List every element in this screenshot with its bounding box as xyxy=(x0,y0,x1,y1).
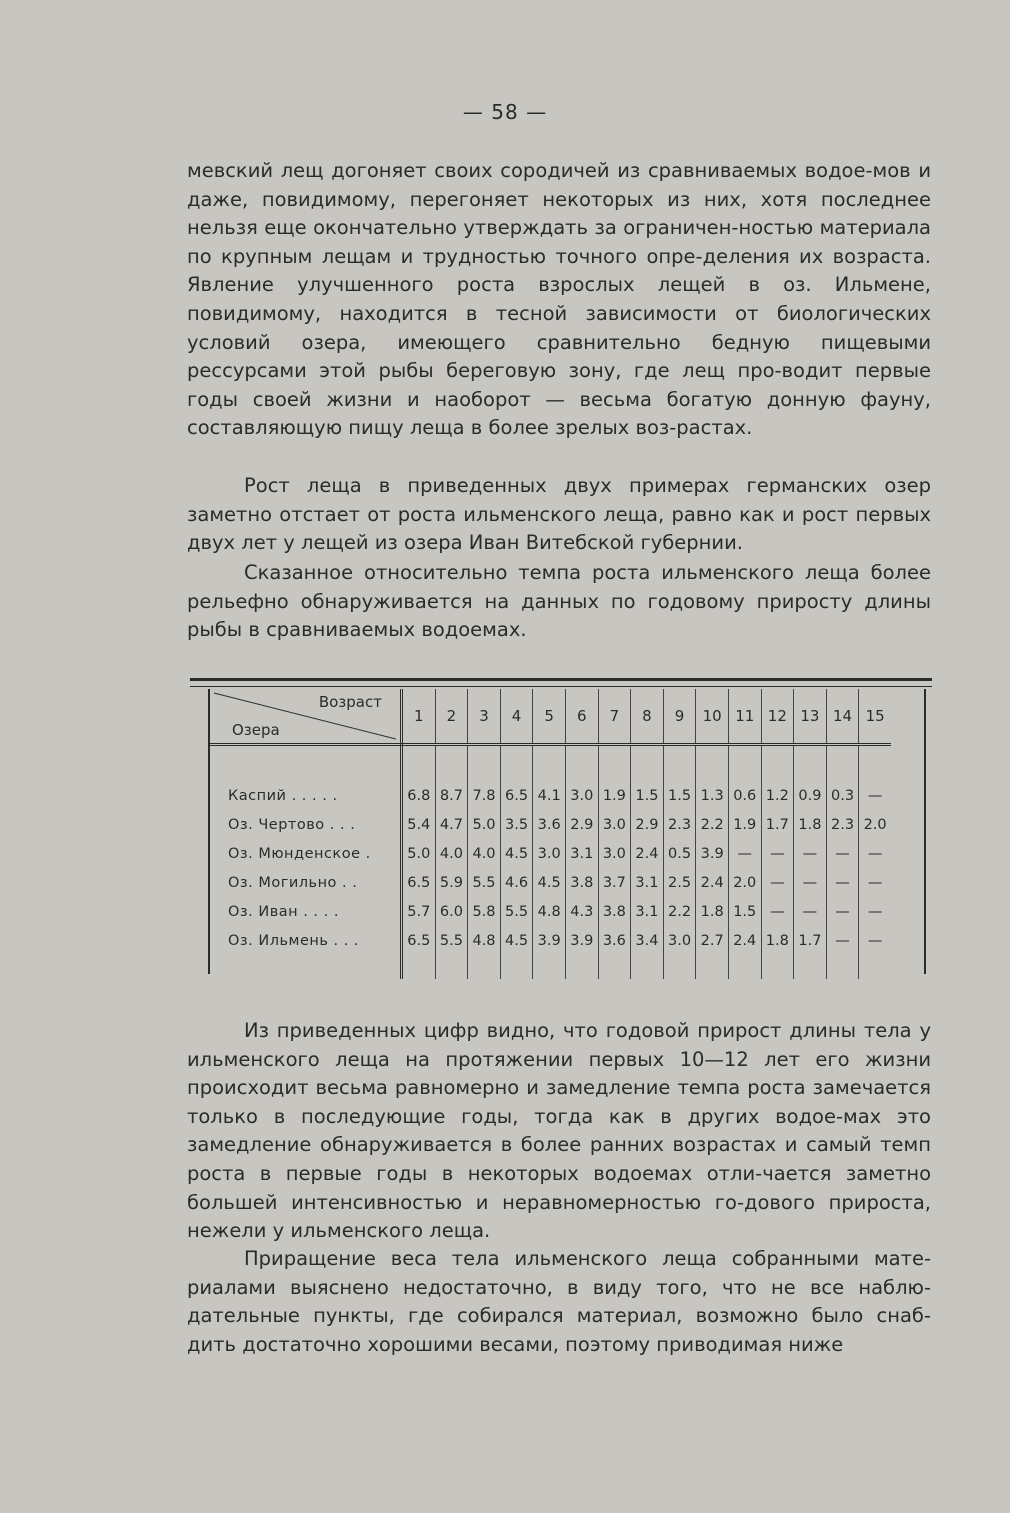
table-cell: 7.8 xyxy=(468,781,501,810)
row-label: Каспий . . . . . xyxy=(210,781,402,810)
table-cell: 5.9 xyxy=(435,868,468,897)
table-cell: 2.5 xyxy=(663,868,696,897)
table-cell: 1.2 xyxy=(761,781,794,810)
table-cell: 2.9 xyxy=(631,810,664,839)
table-spacer-row xyxy=(210,745,891,782)
table-cell: — xyxy=(826,839,859,868)
spacer-cell xyxy=(533,955,566,979)
table-cell: 1.8 xyxy=(761,926,794,955)
table-cell: 4.0 xyxy=(468,839,501,868)
table-cell: 0.9 xyxy=(794,781,827,810)
spacer-cell xyxy=(631,955,664,979)
table-cell: 4.5 xyxy=(500,839,533,868)
table-cell: 0.6 xyxy=(728,781,761,810)
table-cell: 3.0 xyxy=(533,839,566,868)
table-row xyxy=(210,897,891,926)
table-cell: — xyxy=(761,839,794,868)
paragraph-5: Приращение веса тела ильменского леща собранными мате-риалами выяснено недостаточно, в виду того, что не все наблю-дательные пункты, где собирался материал, возможно было снаб-дить достаточно хорошими весами, поэтому приводимая ниже xyxy=(187,1247,931,1356)
spacer-cell xyxy=(761,745,794,782)
table-cell: — xyxy=(794,868,827,897)
table-cell: 2.3 xyxy=(826,810,859,839)
spacer-cell xyxy=(468,745,501,782)
column-header: 4 xyxy=(500,689,533,745)
spacer-cell xyxy=(696,955,729,979)
spacer-cell xyxy=(826,745,859,782)
table-cell: — xyxy=(794,897,827,926)
table-cell: 1.9 xyxy=(598,781,631,810)
table-cell: 5.5 xyxy=(435,926,468,955)
row-label: Оз. Могильно . . xyxy=(210,868,402,897)
spacer-cell xyxy=(598,955,631,979)
column-header: 1 xyxy=(402,689,436,745)
table-cell: 1.5 xyxy=(631,781,664,810)
table-cell: 1.3 xyxy=(696,781,729,810)
spacer-cell xyxy=(435,745,468,782)
spacer-cell xyxy=(631,745,664,782)
table-cell: 3.5 xyxy=(500,810,533,839)
column-header: 3 xyxy=(468,689,501,745)
table-cell: 3.9 xyxy=(565,926,598,955)
table-cell: 4.5 xyxy=(500,926,533,955)
growth-table xyxy=(190,678,932,974)
spacer-cell xyxy=(663,745,696,782)
column-header: 9 xyxy=(663,689,696,745)
table-cell: 3.7 xyxy=(598,868,631,897)
table-tail-row xyxy=(210,955,891,979)
table-cell: 5.5 xyxy=(468,868,501,897)
spacer-cell xyxy=(728,745,761,782)
table-cell: 4.8 xyxy=(468,926,501,955)
table-cell: 1.8 xyxy=(696,897,729,926)
corner-lake-label: Озера xyxy=(232,721,280,739)
table-cell: 3.6 xyxy=(598,926,631,955)
table-cell: — xyxy=(794,839,827,868)
table-right-rule xyxy=(924,689,926,974)
table-cell: 2.0 xyxy=(859,810,891,839)
table-cell: 3.0 xyxy=(598,810,631,839)
row-label: Оз. Ильмень . . . xyxy=(210,926,402,955)
column-header: 10 xyxy=(696,689,729,745)
column-header: 8 xyxy=(631,689,664,745)
table-cell: 3.0 xyxy=(663,926,696,955)
spacer-cell xyxy=(210,745,402,782)
table-cell: 2.7 xyxy=(696,926,729,955)
table-cell: 4.5 xyxy=(533,868,566,897)
table-cell: 6.5 xyxy=(402,926,436,955)
table-cell: — xyxy=(826,897,859,926)
table-cell: 2.2 xyxy=(663,897,696,926)
table-cell: 5.5 xyxy=(500,897,533,926)
spacer-cell xyxy=(402,745,436,782)
table-row xyxy=(210,839,891,868)
table-cell: 5.0 xyxy=(402,839,436,868)
spacer-cell xyxy=(859,745,891,782)
column-header: 12 xyxy=(761,689,794,745)
corner-age-label: Возраст xyxy=(318,693,382,711)
table-cell: — xyxy=(859,926,891,955)
spacer-cell xyxy=(500,745,533,782)
table-cell: 4.0 xyxy=(435,839,468,868)
paragraph-2: Рост леща в приведенных двух примерах германских озер заметно отстает от роста ильменского леща, равно как и рост первых двух лет у лещей из озера Иван Витебской губернии. xyxy=(187,474,931,555)
table-cell: 3.4 xyxy=(631,926,664,955)
spacer-cell xyxy=(565,745,598,782)
table-cell: — xyxy=(761,868,794,897)
table-cell: 2.2 xyxy=(696,810,729,839)
table-cell: 1.5 xyxy=(728,897,761,926)
table-cell: 1.8 xyxy=(794,810,827,839)
table-cell: 5.8 xyxy=(468,897,501,926)
page-number: — 58 — xyxy=(462,100,548,124)
table-cell: — xyxy=(761,897,794,926)
table-cell: 4.6 xyxy=(500,868,533,897)
table-cell: — xyxy=(826,926,859,955)
table-cell: — xyxy=(728,839,761,868)
spacer-cell xyxy=(696,745,729,782)
row-label: Оз. Иван . . . . xyxy=(210,897,402,926)
column-header: 15 xyxy=(859,689,891,745)
spacer-cell xyxy=(500,955,533,979)
table-cell: 0.3 xyxy=(826,781,859,810)
spacer-cell xyxy=(761,955,794,979)
column-header: 11 xyxy=(728,689,761,745)
table-cell: 3.0 xyxy=(598,839,631,868)
paragraph-4: Из приведенных цифр видно, что годовой прирост длины тела у ильменского леща на протяжении первых 10—12 лет его жизни происходит весьма равномерно и замедление темпа роста замечается только в последующие годы, тогда как в других водое-мах это замедление обнаруживается в более ранних возрастах и самый темп роста в первые годы в некоторых водоемах отли-чается заметно большей интенсивностью и неравномерностью го-дового прироста, нежели у ильменского леща. xyxy=(187,1019,931,1243)
table-row xyxy=(210,868,891,897)
spacer-cell xyxy=(663,955,696,979)
column-header: 2 xyxy=(435,689,468,745)
spacer-cell xyxy=(794,745,827,782)
table-header-row xyxy=(210,689,891,745)
table-cell: — xyxy=(859,839,891,868)
spacer-cell xyxy=(598,745,631,782)
table-cell: — xyxy=(859,781,891,810)
table-row xyxy=(210,810,891,839)
table-cell: 3.0 xyxy=(565,781,598,810)
table-cell: 3.9 xyxy=(533,926,566,955)
table-cell: 1.9 xyxy=(728,810,761,839)
table-cell: 1.7 xyxy=(794,926,827,955)
spacer-cell xyxy=(402,955,436,979)
spacer-cell xyxy=(468,955,501,979)
table-cell: 3.1 xyxy=(631,868,664,897)
row-label: Оз. Мюнденское . xyxy=(210,839,402,868)
table-cell: 4.3 xyxy=(565,897,598,926)
table-cell: 3.8 xyxy=(565,868,598,897)
table-cell: — xyxy=(826,868,859,897)
paragraph-1: мевский лещ догоняет своих сородичей из сравниваемых водое-мов и даже, повидимому, перегоняет некоторых из них, хотя последнее нельзя еще окончательно утверждать за ограничен-ностью материала по крупным лещам и трудностью точного опре-деления их возраста. Явление улучшенного роста взрослых лещей в оз. Ильмене, повидимому, находится в тесной зависимости от биологических условий озера, имеющего сравнительно бедную пищевыми рессурсами этой рыбы береговую зону, где лещ про-водит первые годы своей жизни и наоборот — весьма богатую донную фауну, составляющую пищу леща в более зрелых воз-растах. xyxy=(187,159,931,440)
table-cell: 2.4 xyxy=(728,926,761,955)
table-corner-cell xyxy=(210,689,402,745)
table-row xyxy=(210,926,891,955)
table-cell: 3.9 xyxy=(696,839,729,868)
table-cell: 6.8 xyxy=(402,781,436,810)
spacer-cell xyxy=(826,955,859,979)
paragraph-3: Сказанное относительно темпа роста ильменского леща более рельефно обнаруживается на данных по годовому приросту длины рыбы в сравниваемых водоемах. xyxy=(187,561,931,642)
table-cell: 0.5 xyxy=(663,839,696,868)
spacer-cell xyxy=(728,955,761,979)
column-header: 7 xyxy=(598,689,631,745)
table-cell: 1.5 xyxy=(663,781,696,810)
table-cell: 5.0 xyxy=(468,810,501,839)
table-cell: 6.0 xyxy=(435,897,468,926)
table-row xyxy=(210,781,891,810)
table-cell: 5.7 xyxy=(402,897,436,926)
row-label: Оз. Чертово . . . xyxy=(210,810,402,839)
table-cell: 8.7 xyxy=(435,781,468,810)
table-cell: 3.1 xyxy=(565,839,598,868)
table-cell: 3.1 xyxy=(631,897,664,926)
table-cell: 6.5 xyxy=(402,868,436,897)
spacer-cell xyxy=(435,955,468,979)
table-cell: 2.9 xyxy=(565,810,598,839)
table-cell: — xyxy=(859,897,891,926)
table-cell: 5.4 xyxy=(402,810,436,839)
growth-table-grid xyxy=(210,689,891,979)
table-cell: 4.7 xyxy=(435,810,468,839)
column-header: 14 xyxy=(826,689,859,745)
table-cell: 2.4 xyxy=(631,839,664,868)
spacer-cell xyxy=(794,955,827,979)
table-cell: 2.3 xyxy=(663,810,696,839)
spacer-cell xyxy=(533,745,566,782)
table-cell: 6.5 xyxy=(500,781,533,810)
table-cell: 2.4 xyxy=(696,868,729,897)
table-cell: 1.7 xyxy=(761,810,794,839)
spacer-cell xyxy=(565,955,598,979)
table-cell: — xyxy=(859,868,891,897)
table-cell: 2.0 xyxy=(728,868,761,897)
table-body xyxy=(210,745,891,980)
spacer-cell xyxy=(859,955,891,979)
column-header: 6 xyxy=(565,689,598,745)
table-cell: 3.6 xyxy=(533,810,566,839)
table-cell: 3.8 xyxy=(598,897,631,926)
column-header: 5 xyxy=(533,689,566,745)
table-cell: 4.1 xyxy=(533,781,566,810)
spacer-cell xyxy=(210,955,402,979)
column-header: 13 xyxy=(794,689,827,745)
table-cell: 4.8 xyxy=(533,897,566,926)
